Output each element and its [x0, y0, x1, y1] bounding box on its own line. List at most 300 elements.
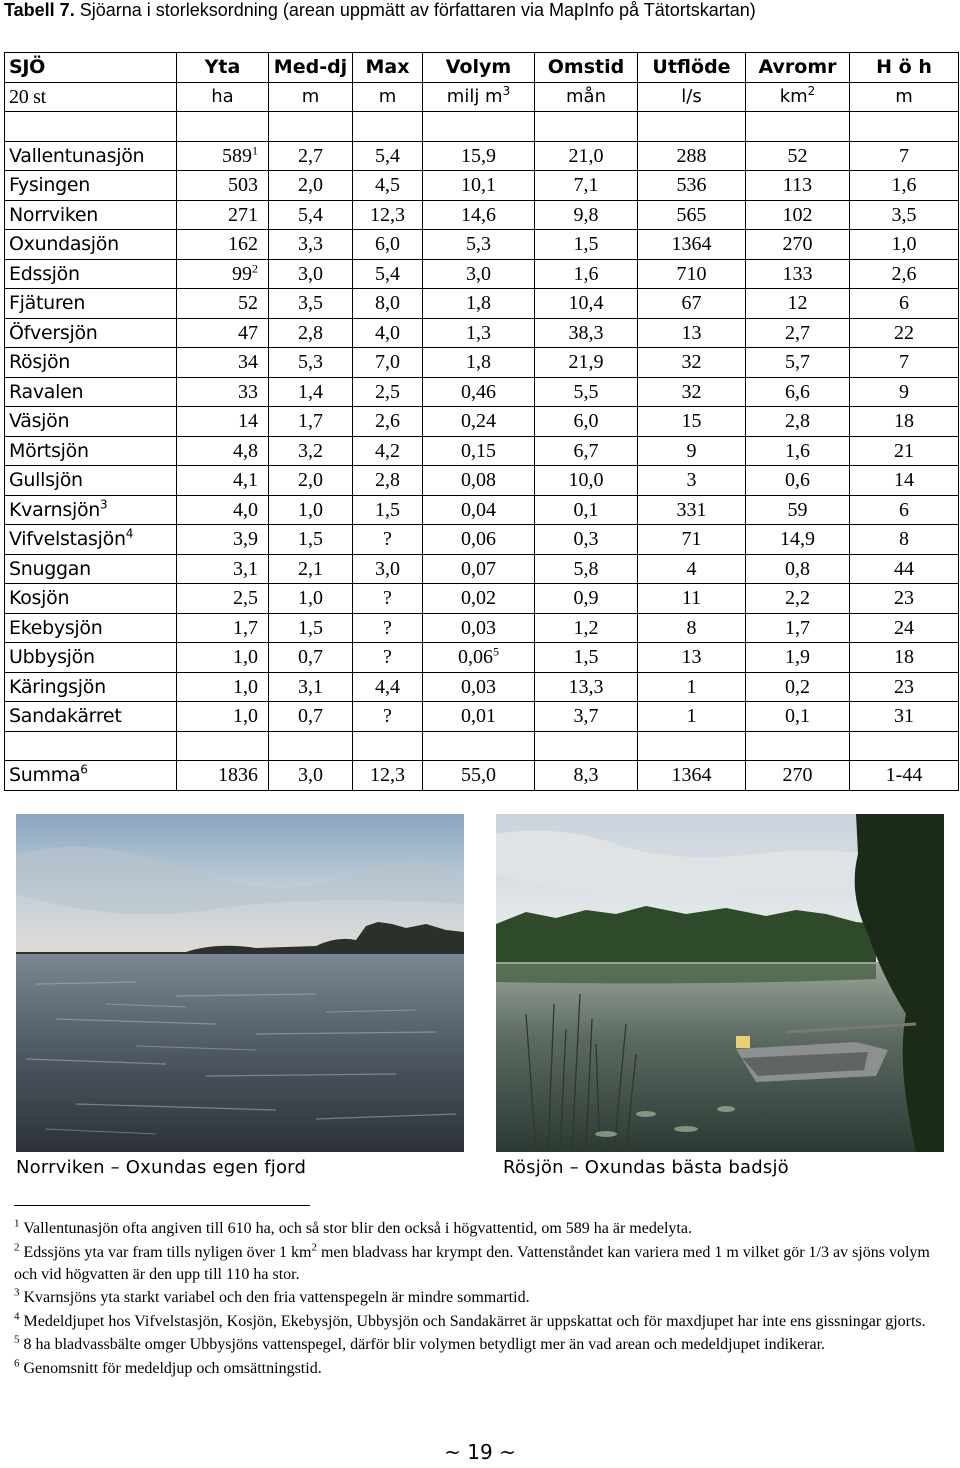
data-cell	[746, 318, 850, 348]
data-cell	[353, 613, 423, 643]
data-cell	[638, 230, 746, 260]
lake-name	[5, 672, 177, 702]
data-cell	[269, 141, 353, 171]
total-cell	[746, 761, 850, 791]
cell-footnote-marker: 3	[502, 83, 511, 98]
column-header	[850, 53, 959, 83]
spacer-row	[5, 731, 959, 761]
data-cell	[423, 200, 535, 230]
data-cell	[638, 171, 746, 201]
cell-value: ha	[211, 85, 234, 107]
lake-name	[5, 348, 177, 378]
data-cell	[850, 613, 959, 643]
cell-value: 99	[232, 262, 252, 285]
cell-value: 67	[681, 292, 702, 315]
cell-footnote-marker: 5	[493, 644, 499, 659]
cell-value: 1,7	[298, 410, 323, 433]
footnote-marker: 4	[14, 1310, 20, 1323]
page-number: ~ 19 ~	[444, 1440, 516, 1464]
lake-name	[5, 466, 177, 496]
empty-cell	[5, 731, 177, 761]
cell-value: 5,5	[573, 380, 599, 403]
cell-value: 4,4	[375, 675, 400, 698]
cell-value: 21,9	[568, 351, 604, 374]
table-row	[5, 230, 959, 260]
cell-value: 47	[238, 321, 258, 344]
cell-value: Omstid	[547, 56, 625, 79]
empty-cell	[535, 112, 638, 142]
data-cell	[535, 613, 638, 643]
data-cell	[177, 436, 269, 466]
data-cell	[269, 289, 353, 319]
data-cell	[746, 259, 850, 289]
cell-value: 44	[894, 557, 914, 580]
data-cell	[269, 436, 353, 466]
cell-value: 2,5	[375, 380, 400, 403]
cell-value: 15,9	[461, 144, 496, 167]
cell-value: 1,5	[573, 646, 599, 669]
cell-value: 3,5	[891, 203, 917, 226]
data-cell	[353, 200, 423, 230]
cell-value: 1,5	[298, 528, 323, 551]
unit-cell	[850, 82, 959, 112]
lake-name	[5, 643, 177, 673]
empty-cell	[850, 731, 959, 761]
data-cell	[423, 613, 535, 643]
cell-value: 10,1	[461, 174, 496, 197]
data-cell	[177, 377, 269, 407]
cell-value: 0,2	[785, 675, 810, 698]
cell-value: 102	[782, 203, 813, 226]
spacer-row	[5, 112, 959, 142]
footnote-inline-sup: 2	[311, 1241, 317, 1254]
empty-cell	[177, 112, 269, 142]
cell-value: 0,04	[461, 498, 496, 521]
data-cell	[423, 289, 535, 319]
data-cell	[177, 672, 269, 702]
data-cell	[423, 407, 535, 437]
data-cell	[269, 171, 353, 201]
data-cell	[850, 259, 959, 289]
data-cell	[177, 200, 269, 230]
unit-cell	[177, 82, 269, 112]
cell-value: 22	[894, 321, 914, 344]
cell-value: 8,3	[573, 764, 599, 787]
cell-value: 7,0	[375, 351, 400, 374]
cell-value: 4,8	[233, 439, 258, 462]
footnotes	[14, 1218, 944, 1381]
total-cell	[535, 761, 638, 791]
table-row	[5, 466, 959, 496]
cell-value: 9	[899, 380, 909, 403]
cell-value: 1,5	[573, 233, 599, 256]
cell-value: Öfversjön	[9, 321, 98, 344]
data-cell	[746, 230, 850, 260]
cell-value: Vallentunasjön	[9, 144, 145, 167]
data-cell	[353, 525, 423, 555]
photo-caption-norrviken: Norrviken – Oxundas egen fjord	[16, 1157, 307, 1178]
cell-value: Ravalen	[9, 380, 84, 403]
lake-name	[5, 584, 177, 614]
unit-cell	[638, 82, 746, 112]
cell-footnote-marker: 4	[125, 526, 134, 541]
data-cell	[353, 377, 423, 407]
cell-value: 0,7	[298, 705, 323, 728]
cell-value: Mörtsjön	[9, 439, 89, 462]
cell-value: 2,8	[298, 321, 323, 344]
cell-footnote-marker: 2	[252, 261, 258, 276]
data-cell	[353, 554, 423, 584]
cell-value: 5,4	[375, 144, 400, 167]
data-cell	[269, 200, 353, 230]
data-cell	[850, 672, 959, 702]
data-cell	[535, 584, 638, 614]
cell-value: ?	[383, 528, 392, 551]
lake-name	[5, 141, 177, 171]
data-cell	[850, 466, 959, 496]
data-cell	[177, 702, 269, 732]
cell-value: ?	[383, 705, 392, 728]
cell-value: 0,15	[461, 439, 496, 462]
data-cell	[353, 348, 423, 378]
lake-name	[5, 495, 177, 525]
photo-rosjon	[496, 814, 944, 1152]
data-cell	[423, 702, 535, 732]
data-cell	[535, 466, 638, 496]
data-cell	[535, 171, 638, 201]
cell-value: 1	[686, 705, 697, 728]
data-cell	[638, 525, 746, 555]
cell-value: 589	[222, 144, 252, 167]
data-cell	[269, 495, 353, 525]
cell-value: 38,3	[568, 321, 604, 344]
data-cell	[353, 407, 423, 437]
data-cell	[353, 466, 423, 496]
cell-value: 5,4	[298, 203, 323, 226]
cell-value: 3,0	[298, 262, 323, 285]
photo-norrviken	[16, 814, 464, 1152]
data-cell	[638, 702, 746, 732]
cell-value: SJÖ	[9, 56, 46, 79]
cell-value: 0,7	[298, 646, 323, 669]
cell-value: 5,8	[573, 557, 599, 580]
cell-value: 1,3	[466, 321, 491, 344]
data-cell	[423, 259, 535, 289]
cell-value: 4,5	[375, 174, 400, 197]
data-cell	[177, 318, 269, 348]
cell-value: 0,9	[573, 587, 599, 610]
total-cell	[353, 761, 423, 791]
data-cell	[269, 259, 353, 289]
empty-cell	[353, 731, 423, 761]
cell-value: 0,8	[785, 557, 810, 580]
cell-value: 0,08	[461, 469, 496, 492]
cell-value: Norrviken	[9, 203, 99, 226]
data-cell	[638, 289, 746, 319]
empty-cell	[638, 112, 746, 142]
cell-value: 12,3	[370, 203, 405, 226]
cell-value: 33	[238, 380, 258, 403]
lake-name	[5, 289, 177, 319]
data-cell	[850, 289, 959, 319]
data-cell	[850, 171, 959, 201]
cell-value: 6,0	[573, 410, 599, 433]
data-cell	[269, 318, 353, 348]
data-cell	[746, 466, 850, 496]
data-cell	[535, 289, 638, 319]
data-cell	[746, 171, 850, 201]
cell-value: 0,03	[461, 675, 496, 698]
cell-value: 12,3	[370, 764, 405, 787]
column-header	[423, 53, 535, 83]
cell-footnote-marker: 6	[80, 762, 88, 777]
empty-cell	[746, 112, 850, 142]
cell-value: Kosjön	[9, 587, 70, 610]
data-cell	[850, 436, 959, 466]
data-cell	[177, 466, 269, 496]
data-cell	[269, 584, 353, 614]
data-cell	[269, 377, 353, 407]
cell-value: m	[301, 85, 320, 107]
data-cell	[269, 407, 353, 437]
data-cell	[746, 200, 850, 230]
data-cell	[269, 554, 353, 584]
data-cell	[177, 230, 269, 260]
data-cell	[269, 613, 353, 643]
cell-value: 6,6	[785, 380, 810, 403]
cell-value: m	[895, 85, 913, 107]
table-row	[5, 554, 959, 584]
data-cell	[177, 643, 269, 673]
cell-value: 6,7	[573, 439, 599, 462]
empty-cell	[177, 731, 269, 761]
empty-cell	[746, 731, 850, 761]
cell-value: Sandakärret	[9, 705, 122, 728]
data-cell	[177, 525, 269, 555]
footnote-4	[14, 1311, 944, 1333]
data-cell	[746, 436, 850, 466]
column-header	[535, 53, 638, 83]
footnote-text: Kvarnsjöns yta starkt variabel och den fria vattenspegeln är mindre sommartid.	[23, 1289, 530, 1306]
cell-value: 1364	[671, 764, 712, 787]
total-cell	[423, 761, 535, 791]
cell-value: 0,3	[573, 528, 599, 551]
photo-caption-rosjon: Rösjön – Oxundas bästa badsjö	[503, 1157, 789, 1178]
lake-name	[5, 318, 177, 348]
footnote-divider	[14, 1205, 310, 1206]
table-row	[5, 200, 959, 230]
data-cell	[353, 141, 423, 171]
cell-value: 71	[681, 528, 702, 551]
cell-value: 7,1	[573, 174, 599, 197]
empty-cell	[850, 112, 959, 142]
data-cell	[638, 613, 746, 643]
data-cell	[423, 318, 535, 348]
cell-value: 565	[676, 203, 707, 226]
cell-value: 331	[676, 498, 707, 521]
cell-value: 0,46	[461, 380, 496, 403]
cell-value: 0,01	[461, 705, 496, 728]
data-cell	[746, 554, 850, 584]
cell-value: Volym	[445, 56, 512, 79]
cell-value: 23	[894, 675, 914, 698]
cell-value: 2,0	[298, 469, 323, 492]
cell-value: 536	[676, 174, 707, 197]
lake-name	[5, 554, 177, 584]
data-cell	[746, 377, 850, 407]
cell-value: 2,6	[375, 410, 400, 433]
unit-cell	[423, 82, 535, 112]
data-cell	[269, 466, 353, 496]
cell-value: 4,0	[233, 498, 258, 521]
data-cell	[423, 495, 535, 525]
data-cell	[353, 171, 423, 201]
data-cell	[535, 141, 638, 171]
data-cell	[746, 289, 850, 319]
cell-value: 2,7	[785, 321, 810, 344]
data-cell	[638, 466, 746, 496]
cell-value: 8,0	[375, 292, 400, 315]
cell-value: 18	[894, 410, 914, 433]
data-cell	[423, 436, 535, 466]
data-cell	[423, 230, 535, 260]
total-cell	[269, 761, 353, 791]
data-cell	[746, 613, 850, 643]
table-row	[5, 643, 959, 673]
cell-value: 4,1	[233, 469, 258, 492]
cell-value: 2,5	[233, 587, 258, 610]
cell-value: 18	[894, 646, 914, 669]
cell-value: 32	[681, 380, 702, 403]
cell-value: 9,8	[573, 203, 599, 226]
cell-value: 6,0	[375, 233, 400, 256]
cell-value: 1,0	[298, 498, 323, 521]
data-cell	[423, 377, 535, 407]
cell-value: 162	[228, 233, 258, 256]
cell-value: 1,6	[891, 174, 917, 197]
cell-value: 271	[228, 203, 258, 226]
cell-value: 14,9	[780, 528, 815, 551]
cell-value: 2,2	[785, 587, 810, 610]
units-row	[5, 82, 959, 112]
data-cell	[353, 289, 423, 319]
data-cell	[746, 348, 850, 378]
cell-value: 1,9	[785, 646, 810, 669]
cell-value: 1,7	[233, 616, 258, 639]
cell-value: 5,7	[785, 351, 810, 374]
cell-value: Avromr	[758, 56, 837, 79]
cell-value: ?	[383, 616, 392, 639]
cell-value: Fjäturen	[9, 292, 86, 315]
data-cell	[850, 407, 959, 437]
cell-value: 0,24	[461, 410, 496, 433]
table-row	[5, 525, 959, 555]
footnote-3	[14, 1287, 944, 1309]
table-row	[5, 318, 959, 348]
cell-value: 2,8	[375, 469, 400, 492]
data-cell	[746, 525, 850, 555]
data-cell	[177, 141, 269, 171]
data-cell	[353, 584, 423, 614]
data-cell	[850, 200, 959, 230]
cell-value: Väsjön	[9, 410, 70, 433]
data-cell	[850, 525, 959, 555]
cell-value: 4	[686, 557, 697, 580]
data-cell	[423, 554, 535, 584]
data-cell	[850, 230, 959, 260]
data-cell	[638, 318, 746, 348]
cell-value: mån	[566, 85, 606, 107]
table-caption-label: Tabell 7.	[4, 0, 75, 20]
header-row	[5, 53, 959, 83]
total-row	[5, 761, 959, 791]
data-cell	[850, 643, 959, 673]
data-cell	[638, 436, 746, 466]
cell-value: 0,07	[461, 557, 496, 580]
cell-value: Med-dj	[273, 56, 348, 79]
cell-value: 7	[899, 351, 909, 374]
cell-value: milj m	[446, 85, 503, 107]
cell-value: 14	[238, 410, 258, 433]
unit-cell	[269, 82, 353, 112]
cell-value: ?	[383, 587, 392, 610]
cell-value: 20 st	[9, 85, 46, 108]
data-cell	[638, 672, 746, 702]
data-cell	[423, 643, 535, 673]
cell-value: 0,1	[785, 705, 810, 728]
cell-value: 270	[782, 233, 813, 256]
table-row	[5, 377, 959, 407]
table-caption-text: Sjöarna i storleksordning (arean uppmätt av författaren via MapInfo på Tätortskartan)	[79, 0, 756, 20]
cell-value: Summa	[9, 764, 81, 787]
data-cell	[638, 348, 746, 378]
cell-value: 13	[681, 321, 702, 344]
empty-cell	[423, 731, 535, 761]
cell-value: 1,8	[466, 351, 491, 374]
empty-cell	[353, 112, 423, 142]
cell-value: Oxundasjön	[9, 233, 119, 256]
cell-value: 270	[782, 764, 813, 787]
cell-value: 113	[782, 174, 813, 197]
cell-value: 6	[899, 292, 909, 315]
cell-value: Snuggan	[9, 557, 91, 580]
cell-value: 52	[238, 292, 258, 315]
cell-value: 2,1	[298, 557, 323, 580]
column-header	[5, 53, 177, 83]
cell-value: 288	[676, 144, 707, 167]
cell-value: 3,5	[298, 292, 323, 315]
data-cell	[746, 495, 850, 525]
cell-value: 10,4	[568, 292, 604, 315]
data-cell	[177, 495, 269, 525]
cell-value: 1,0	[233, 675, 258, 698]
cell-value: 0,03	[461, 616, 496, 639]
table-row	[5, 436, 959, 466]
cell-value: 2,8	[785, 410, 810, 433]
column-header	[746, 53, 850, 83]
cell-value: 2,6	[891, 262, 917, 285]
data-cell	[177, 554, 269, 584]
cell-value: 9	[686, 439, 697, 462]
table-caption	[4, 0, 756, 21]
cell-value: km	[779, 85, 808, 107]
cell-value: 3,1	[298, 675, 323, 698]
data-cell	[638, 554, 746, 584]
cell-footnote-marker: 2	[807, 83, 816, 98]
data-cell	[353, 702, 423, 732]
cell-value: 133	[782, 262, 813, 285]
cell-value: Max	[365, 56, 410, 79]
